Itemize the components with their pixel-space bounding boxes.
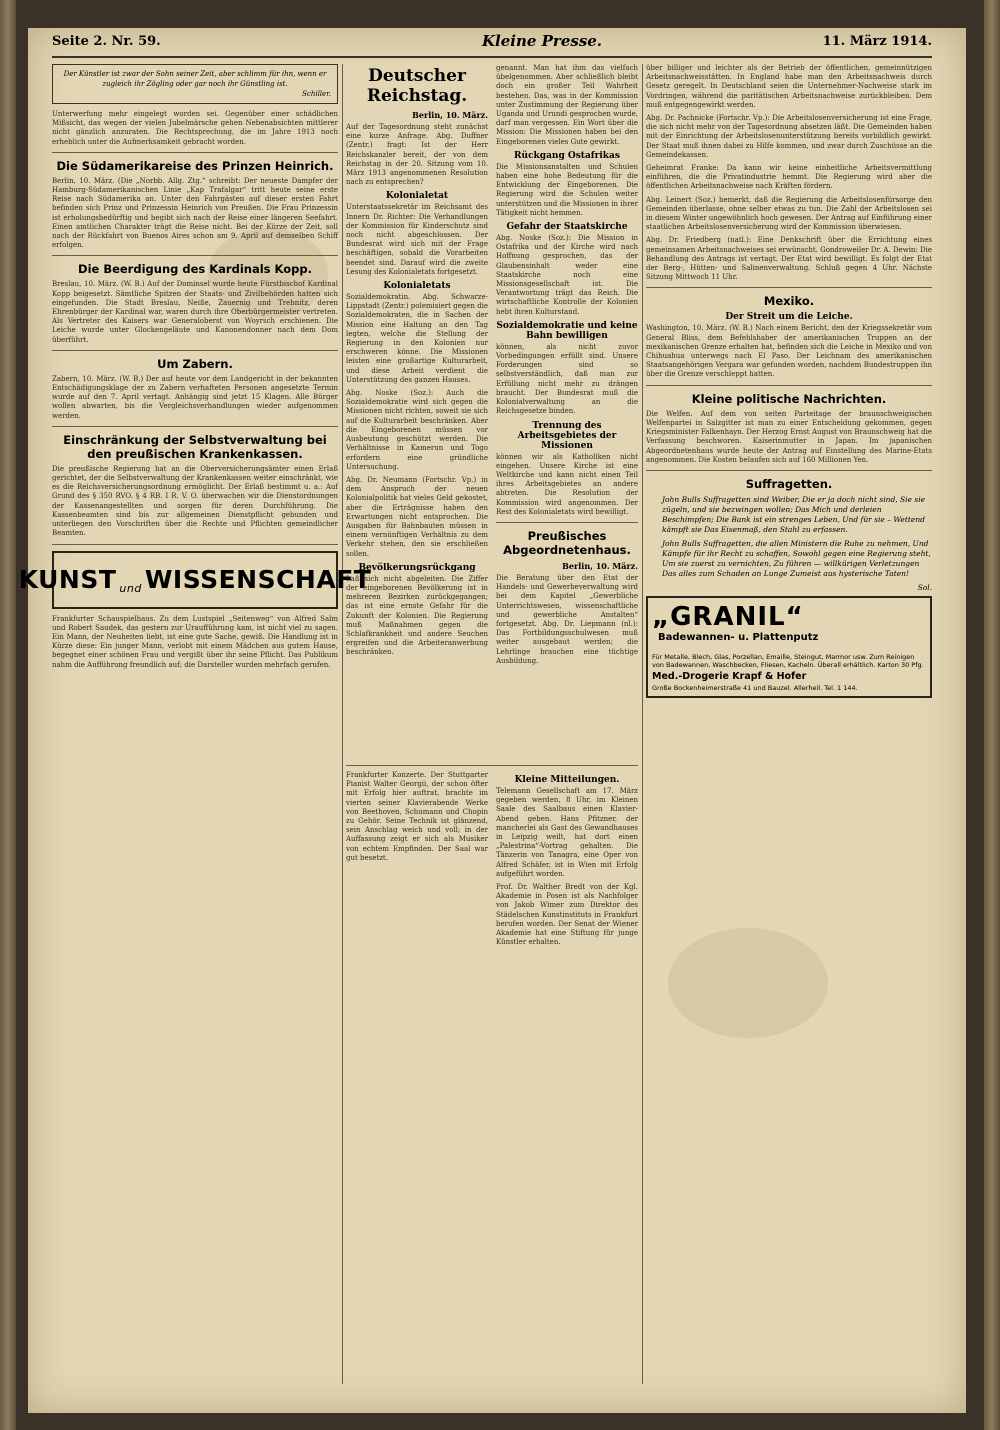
ad-product: Badewannen- u. Plattenputz xyxy=(658,631,819,643)
divider xyxy=(52,255,338,256)
banner-word-und: und xyxy=(119,581,142,595)
dateline: Berlin, 10. März. xyxy=(562,560,638,571)
subhead: Kolonialetat xyxy=(385,191,449,202)
article-text: Berlin, 10. März. (Die „Norbb. Allg. Ztg.“ schreibt: Der neueste Dampfer der Hamburg-Südamerikanischen Linie „Kap Trafalgar“ tritt heute seine erste Reise nach Südamerika an. Unter den Fahrgästen auf dieser ersten Fahrt befinden sich Prinz und Prinzessin Heinrich von Preußen. Die Frau Prinzessin ist erholungsbedürftig und begibt sich nach der Reise einer längeren Seefahrt. Einen amtlichen Charakter trägt die Reise nicht. Bei der Kürze der Zeit, soll nach der Rückfahrt von Buenos Aires schon am 9. April auf demselben Schiff erfolgen. xyxy=(52,176,338,250)
article-text: Die Beratung über den Etat der Handels- und Gewerbeverwaltung wird bei dem Kapitel „Gewerbliche Unterrichtswesen, wissenschaftliche und gewerbliche Anstalten“ fortgesetzt. Abg. Dr. Liepmann (nl.): Das Fortbildungsschulwesen muß weiter ausgebaut werden; die Lehrlinge brauchen eine tüchtige Ausbildung. xyxy=(496,573,638,665)
article-text: Abg. Noske (Soz.): Die Mission in Ostafrika und der Kirche wird nach Hoffnung gesprochen, das der Glaubensinhalt weder eine Staatskirche noch eine Missionsgesellschaft ist. Die Verantwortung trägt das Reich. Die wirtschaftliche Kontrolle der Kolonien hebt ihren Kulturstand. xyxy=(496,234,638,316)
masthead: Kleine Presse. xyxy=(482,32,603,50)
article-text: Sozialdemokratin. Abg. Schwarze-Lippstadt (Zentr.) polemisiert gegen die Sozialdemokraten, die in Sachen der Mission eine Haltung an den Tag legten, welche die Stellung der Regierung in den Kolonien nur erschweren könne. Die Missionen leisten eine großartige Kulturarbeit, und diese Arbeit verdient die Unterstützung des ganzen Hauses. xyxy=(346,293,488,384)
intro-paragraph: Unterwerfung mehr eingelegt worden sei. Gegenüber einer schädlichen Mißsicht, das wegen der vielen Jubelmärsche gehen Nebenabsichten mittlerer nicht gänzlich anzuraten. Die Rechtsprechung, die im Jahre 1913 noch erheblich unter die Aufmerksamkeit gebracht worden. xyxy=(52,110,338,146)
article-text: Telemann Gesellschaft am 17. März gegeben werden, 8 Uhr, im Kleinen Saale des Saalbaus einen Klavier-Abend geben. Hans Pfitzner, der mancherlei als Gast des Gewandhauses in Leipzig weilt, hat dort einen „Palestrina“-Vortrag gehalten. Die Tänzerin von Tanagra, eine Oper von Alfred Schäfer, ist in Wien mit Erfolg aufgeführt worden. xyxy=(496,787,638,878)
subhead: Trennung des Arbeitsgebietes der Missionen xyxy=(517,420,617,451)
motto-box xyxy=(52,64,338,104)
article-text: Washington, 10. März. (W. B.) Nach einem Bericht, den der Kriegssekretär vom General Bliss, dem Befehlshaber der amerikanischen Truppen an der mexikanischen Grenze erhalten hat, befinden sich die Leiche in Mexiko und von Chihuahua unterwegs nach El Paso. Der Leichnam des amerikanischen Staatsangehörigen Vergara war gefunden worden, nachdem Bundestruppen ihn über die Grenze verschleppt hatten. xyxy=(646,324,932,379)
poem-stanza: John Bulls Suffragetten sind Weiber, Die er ja doch nicht sind, Sie sie zügeln, und sie bezwingen wollen; Das Mich und derleien Beschimpfen; Die Bank ist ein strenges Leben, Und für sie – Wettend kämpft sie Das Eisenmaß, den Stahl zu erfassen. xyxy=(662,494,926,534)
subhead: Gefahr der Staatskirche xyxy=(506,222,628,233)
article-text: Laß sich nicht abgeleiten. Die Ziffer der eingeborenen Bevölkerung ist in mehreren Bezirken zurückgegangen; das ist eine ernste Gefahr für die Zukunft der Kolonien. Die Regierung muß Maßnahmen gegen die Schlafkrankheit und andere Seuchen ergreifen und die Arbeiteranwerbung beschränken. xyxy=(346,574,488,657)
page-header xyxy=(52,30,932,52)
article-text: Geheimrat Franke: Da kann wir keine einheitliche Arbeitsvermittlung einführen, die die Privatindustrie hemmt. Die Regierung wird aber die öffentlichen Arbeitsnachweise nach Kräften fördern. xyxy=(646,164,932,191)
kunst-subcolumn-a xyxy=(346,771,488,951)
divider xyxy=(52,152,338,153)
article-text: über billiger und leichter als der Betrieb der öffentlichen, gemeinnützigen Arbeitsnachweisstätten. In England habe man den Arbeitsnachweis durch Gesetz geregelt. In Deutschland seien die Unternehmer-Nachweise stark im Vordringen, während die paritätischen Arbeitsnachweise zurückbleiben. Dem muß entgegengewirkt werden. xyxy=(646,64,932,109)
reichstag-subcolumn-a xyxy=(346,64,488,670)
article-text: können wir als Katholiken nicht eingehen. Unsere Kirche ist eine Weltkirche und kann nicht einen Teil ihres Arbeitsgebietes an andere abtreten. Die Resolution der Kommission wird angenommen. Der Rest des Kolonialetats wird bewilligt. xyxy=(496,452,638,516)
article-text: können, als nicht zuvor Vorbedingungen erfüllt sind. Unsere Forderungen sind so selbstverständlich, daß man zur Erfüllung nicht mehr zu drängen braucht. Der Bundesrat muß die Kolonialverwaltung an die Reichsgesetze binden. xyxy=(496,342,638,416)
article-text: Die preußische Regierung hat an die Oberversicherungsämter einen Erlaß gerichtet, der die Selbstverwaltung der Krankenkassen weiter einschränkt, wie es die Reichsversicherungsordnung ermöglicht. Der Erlaß bestimmt u. a.: Auf Grund des § 350 RVO. § 4 RB. I R. V. O. überwachen wir die Dienstordnungen der Kassenangestellten und sorgen für deren Durchführung. Die Kassenbeamten sind bis zur allgemeinen Dienstpflicht gebunden und unterliegen den Vorschriften über die Rechte und Pflichten gemeindlicher Beamten. xyxy=(52,464,338,538)
ad-drogerie: Med.-Drogerie Krapf & Hofer xyxy=(652,670,807,682)
subhead: Rückgang Ostafrikas xyxy=(514,150,620,161)
subhead: Kleine Mitteilungen. xyxy=(514,775,620,785)
poem-stanza: John Bulls Suffragetten, die allen Ministern die Ruhe zu nehmen, Und Kämpfe für ihr Recht zu schaffen, Sowohl gegen eine Regierung steht, Um sie zuerst zu vernichten, Zu führen — willkürigen Verletzungen Das alles zum Schaden an Lunge Zumeist aus hysterische Taten! xyxy=(662,538,931,578)
header-rule xyxy=(52,56,932,58)
divider xyxy=(52,544,338,545)
article-text: Abg. Dr. Friedberg (natl.): Eine Denkschrift über die Errichtung eines gemeinsamen Arbeitsnachweises sei erwünscht. Gondroweiler Dr. A. Dewin: Die Behandlung des Antrags ist vertagt. Der Etat wird bewilligt. Es folgt der Etat der Berg-, Hütten- und Salinenverwaltung. Schluß gegen 4 Uhr. Nächste Sitzung Mittwoch 11 Uhr. xyxy=(646,236,933,282)
subhead: Sozialdemokratie und keine Bahn bewilligen xyxy=(496,320,638,341)
motto-signature: Schiller. xyxy=(302,90,331,98)
subhead: Der Streit um die Leiche. xyxy=(725,312,853,323)
column-1 xyxy=(18,64,372,1384)
article-text: Breslau, 10. März. (W. B.) Auf der Dominsel wurde heute Fürstbischof Kardinal Kopp beigesetzt. Sämtliche Spitzen der Staats- und Zivilbehörden hatten sich eingefunden. Die Stadt Breslau, Neiße, Zauernig und Trebnitz, deren Ehrenbürger der Kardinal war, waren durch ihre Oberbürgermeister vertreten. Als Vertreter des Kaisers war Generaloberst von Woyrsch erschienen. Die Leiche wurde unter Glockengeläute und Kanonendonner nach dem Dom überführt. xyxy=(52,280,338,344)
kunst-continued xyxy=(346,760,638,1380)
headline-politische-nachrichten: Kleine politische Nachrichten. xyxy=(691,391,887,406)
article-text: Abg. Dr. Pachnicke (Fortschr. Vp.): Die Arbeitslosenversicherung ist eine Frage, die sich nicht mehr von der Tagesordnung absetzen läßt. Die Gemeinden haben mit der Einrichtung der Arbeitslosenunterstützung bereits vorbildlich gewirkt. Der Staat muß ihnen dabei zu Hilfe kommen, und zwar durch Zuschüsse an die Gemeindekassen. xyxy=(646,114,932,159)
ad-brand: „GRANIL“ xyxy=(652,601,804,632)
ad-description: Für Metalle, Blech, Glas, Porzellan, Emaille, Steingut, Marmor usw. Zum Reinigen von Badewannen, Waschbecken, Fliesen, Kacheln. Überall erhältlich. Karton 30 Pfg. xyxy=(652,652,924,669)
book-spine-edge-right xyxy=(984,0,1000,1430)
divider xyxy=(646,470,932,471)
headline-suedamerikareise: Die Südamerikareise des Prinzen Heinrich. xyxy=(56,158,334,173)
divider xyxy=(646,385,932,386)
divider xyxy=(52,426,338,427)
subhead: Kolonialetats xyxy=(383,281,451,292)
article-text: Unterstaatssekretär im Reichsamt des Innern Dr. Richter: Die Verhandlungen der Kommission für Kinderschutz sind noch nicht abgeschlossen. Der Bundesrat wird sich mit der Frage beschäftigen, sobald die Vorarbeiten beendet sind. Darauf wird die zweite Lesung des Kolonialetats fortgesetzt. xyxy=(346,203,488,276)
kunst-subcolumn-b xyxy=(496,771,638,951)
headline-zabern: Um Zabern. xyxy=(157,356,233,371)
banner-word-kunst: KUNST xyxy=(18,565,117,594)
reichstag-subcolumn-b xyxy=(496,64,638,670)
divider xyxy=(646,287,932,288)
article-text: Abg. Noske (Soz.): Auch die Sozialdemokratie wird sich gegen die Missionen nicht richten, soweit sie sich auf die Kulturarbeit beschränken. Aber die Eingeborenen müssen vor Ausbeutung geschützt werden. Die Verhältnisse in Kamerun und Togo erfordern eine gründliche Untersuchung. xyxy=(346,389,488,471)
kunst-wissenschaft-banner xyxy=(18,551,372,609)
issue-date: 11. März 1914. xyxy=(822,34,932,49)
headline-abgeordnetenhaus: Preußisches Abgeordnetenhaus. xyxy=(503,528,631,557)
divider xyxy=(496,522,638,523)
ad-address: Große Bockenheimerstraße 41 und Bauzel. Allerheil. Tel. 1 144. xyxy=(652,683,858,692)
headline-suffragetten: Suffragetten. xyxy=(745,476,833,491)
article-text: Abg. Dr. Neumann (Fortschr. Vp.) in dem Anspruch der neuen Kolonialpolitik hat vieles Geld gekostet, aber die Erträgnisse haben den Erwartungen nicht entsprochen. Die Ausgaben für Bahnbauten müssen in einem vernünftigen Verhältnis zu dem Verkehr stehen, den sie erschließen sollen. xyxy=(346,475,488,558)
article-text: Die Welfen. Auf dem von seiten Parteitage der braunschweigischen Welfenpartei in Salzgitter ist man zu einer Entscheidung gekommen, gegen Kriegsminister Falkenhayn. Der Herzog Ernst August von Braunschweig hat die Verfassung beschworen. Kaiserinmutter in Japan. Im japanischen Abgeordnetenhaus wurde heute der Antrag auf Einstellung des Marine-Etats angenommen. Die Kosten belaufen sich auf 160 Millionen Yen. xyxy=(646,409,932,464)
divider xyxy=(52,350,338,351)
article-text: Zabern, 10. März. (W. B.) Der auf heute vor dem Landgericht in der bekannten Entschädigungsklage der zu Zabern verhafteten Personen angesetzte Termin wurde auf den 7. April vertagt. Anhängig sind jetzt 15 Klagen. Alle Bürger wollen abwarten, bis die Vergleichsverhandlungen wieder aufgenommen werden. xyxy=(52,374,338,420)
motto-text: Der Künstler ist zwar der Sohn seiner Zeit, aber schlimm für ihn, wenn er zugleich ihr Zögling oder gar noch ihr Günstling ist. xyxy=(63,70,327,88)
headline-kardinal-kopp: Die Beerdigung des Kardinals Kopp. xyxy=(78,262,312,277)
article-text: Frankfurter Konzerte. Der Stuttgarter Pianist Walter Georgii, der schon öfter mit Erfolg hier auftrat, brachte im vierten seiner Klavierabende Werke von Beethoven, Schumann und Chopin zu Gehör. Seine Technik ist glänzend, sein Anschlag weich und voll; in der Auffassung zeigt er sich als Musiker von echtem Empfinden. Der Saal war gut besetzt. xyxy=(346,771,488,862)
article-text: Auf der Tagesordnung steht zunächst eine kurze Anfrage. Abg. Duffner (Zentr.) fragt: Ist der Herr Reichskanzler bereit, der von dem Reichstag in der 20. Sitzung vom 10. März 1913 angenommenen Resolution nach zu entsprechen? xyxy=(346,123,488,187)
article-text: Frankfurter Schauspielhaus. Zu dem Lustspiel „Seitenweg“ von Alfred Salm und Robert Saudek, das gestern zur Uraufführung kam, ist nicht viel zu sagen. Ein Mann, der Neuheiten liebt, ist eine gute Sache, gewiß. Die Handlung ist in Kürze diese: Ein junger Mann, verlobt mit einem Mädchen aus gutem Hause, begegnet einer schönen Frau und vergißt über ihr seine Pflicht. Das Publikum nahm die Aufführung freundlich auf; die Darsteller wurden mehrfach gerufen. xyxy=(52,614,338,669)
article-text: Die Missionsanstalten und Schulen haben eine hohe Bedeutung für die Entwicklung der Eingeborenen. Die Regierung wird die Schulen weiter unterstützen und die Missionen in ihrer Tätigkeit nicht hemmen. xyxy=(496,162,638,217)
article-text: Abg. Leinert (Soz.) bemerkt, daß die Regierung die Arbeitslosenfürsorge den Gemeinden überlasse, ohne selber etwas zu tun. Die Zahl der Arbeitslosen sei in diesem Winter ungewöhnlich hoch gewesen. Der Antrag auf Einführung einer staatlichen Arbeitslosenversicherung wird der Kommission überwiesen. xyxy=(646,195,932,232)
subhead: Bevölkerungsrückgang xyxy=(358,562,476,573)
banner-word-wissenschaft: WISSENSCHAFT xyxy=(144,565,372,594)
article-text: genannt. Man hat ihm das vielfach übelgenommen. Aber schließlich bleibt doch ein großer Teil Wahrheit bestehen. Das, was in der Kommission unter Zustimmung der Regierung über Uganda und Urundi gesprochen wurde, darf man vergessen. Ein Wort über die Mission: Die Missionen haben bei den Eingeborenen vieles Gute gewirkt. xyxy=(496,64,638,146)
headline-krankenkassen: Einschränkung der Selbstverwaltung bei den preußischen Krankenkassen. xyxy=(63,432,327,461)
granil-advertisement xyxy=(646,596,932,698)
poem-signature: Sol. xyxy=(917,582,932,592)
column-rule xyxy=(342,64,343,1384)
page-number: Seite 2. Nr. 59. xyxy=(52,34,161,49)
column-rule xyxy=(642,64,643,1384)
dateline: Berlin, 10. März. xyxy=(412,110,488,120)
headline-mexiko: Mexiko. xyxy=(763,294,815,309)
divider xyxy=(346,765,638,766)
book-spine-edge-left xyxy=(0,0,16,1430)
column-3 xyxy=(646,64,932,1384)
headline-reichstag: Deutscher Reichstag. xyxy=(366,66,468,106)
article-text: Prof. Dr. Walther Bredt von der Kgl. Akademie in Posen ist als Nachfolger von Jakob Wimer zum Direktor des Städelschen Kunstinstituts in Frankfurt berufen worden. Der Senat der Wiener Akademie hat eine Stiftung für junge Künstler erhalten. xyxy=(496,883,638,947)
